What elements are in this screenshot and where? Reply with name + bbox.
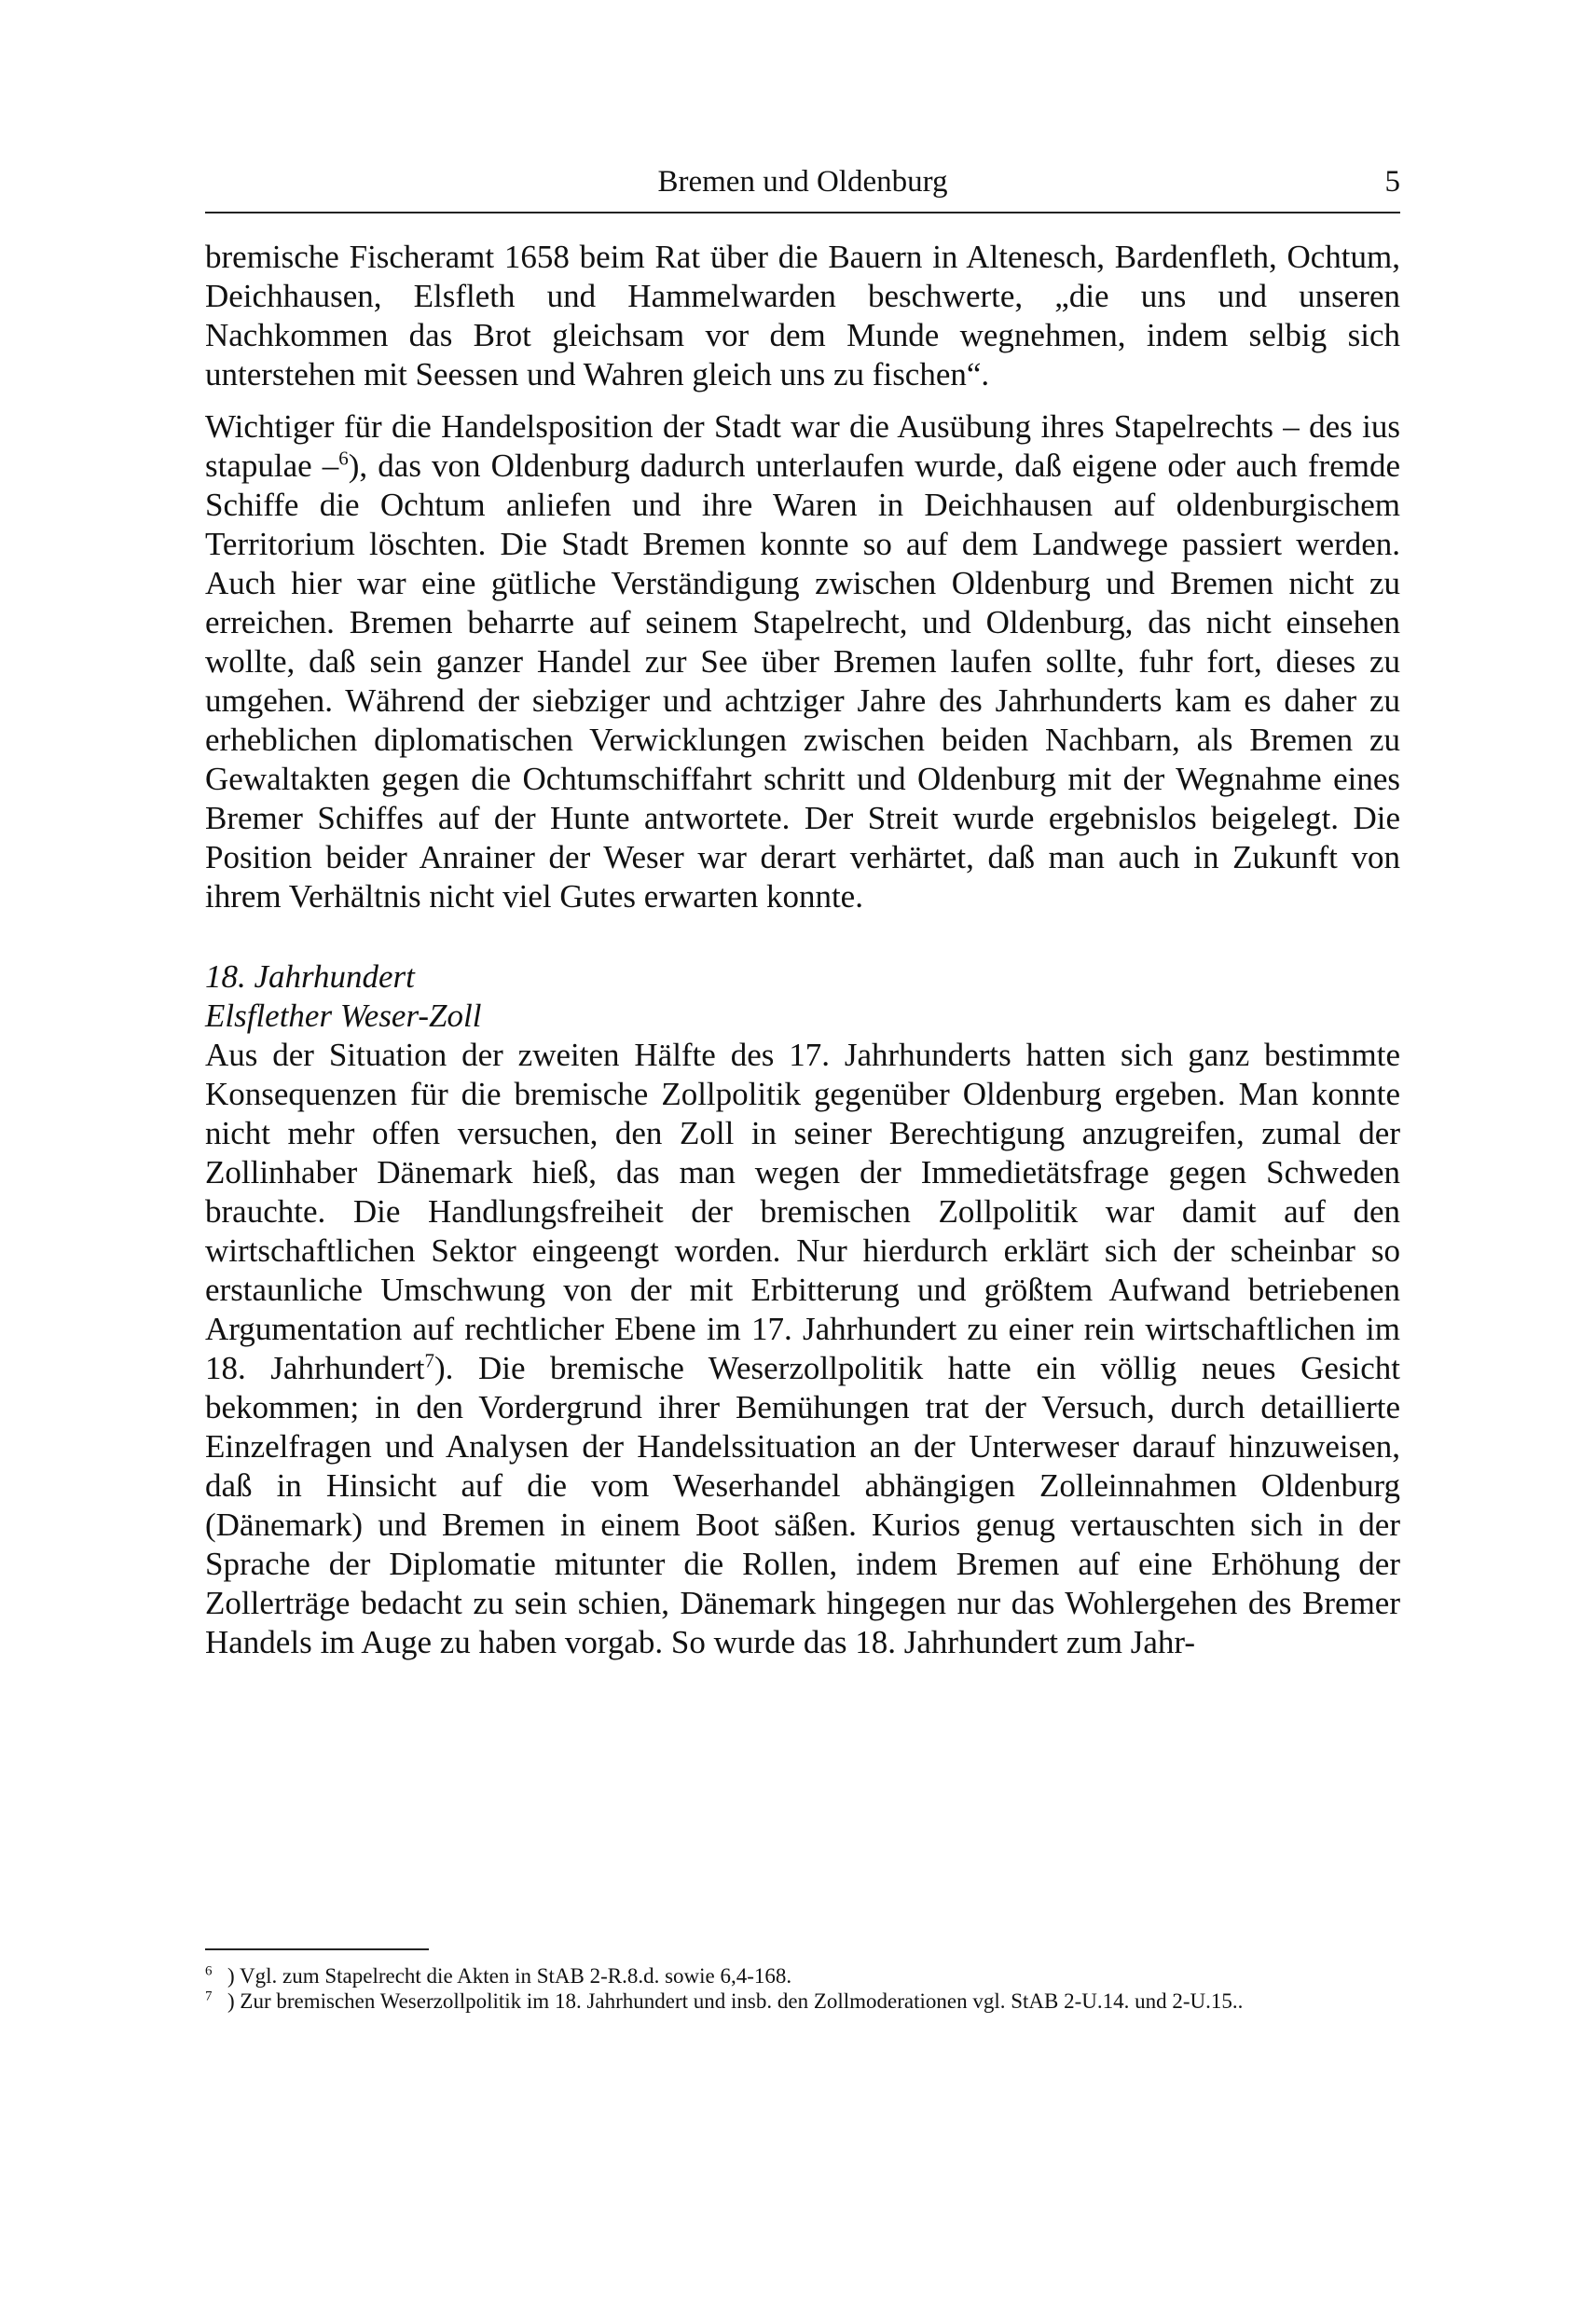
footnote-ref-6: 6 xyxy=(338,447,349,470)
paragraph-2 xyxy=(205,407,1400,916)
paragraph-3-text-b: ). Die bremische Weserzollpolitik hatte ein völlig neues Gesicht bekommen; in den Vordergrund ihrer Bemühungen trat der Versuch, durch detaillierte Einzelfragen und Analysen der Handelssituation an der Unterweser darauf hinzuweisen, daß in Hinsicht auf die vom Weserhandel abhängigen Zolleinnahmen Oldenburg (Dänemark) und Bremen in einem Boot säßen. Kurios genug vertauschten sich in der Sprache der Diplomatie mitunter die Rollen, indem Bremen auf eine Erhöhung der Zollerträge bedacht zu sein schien, Dänemark hingegen nur das Wohlergehen des Bremer Handels im Auge zu haben vorgab. So wurde das 18. Jahrhundert zum Jahr- xyxy=(205,1350,1400,1660)
paragraph-1: bremische Fischeramt 1658 beim Rat über die Bauern in Altenesch, Bardenfleth, Ochtum, Deichhausen, Elsfleth und Hammelwarden beschwerte, „die uns und unseren Nachkommen das Brot gleichsam vor dem Munde wegnehmen, indem selbig sich unterstehen mit Seessen und Wahren gleich uns zu fischen“. xyxy=(205,239,1400,392)
page-number: 5 xyxy=(1384,165,1400,199)
footnote-text: ) Vgl. zum Stapelrecht die Akten in StAB 2-R.8.d. sowie 6,4-168. xyxy=(227,1964,792,1988)
running-header xyxy=(205,163,1400,213)
footnote-text: ) Zur bremischen Weserzollpolitik im 18. Jahrhundert und insb. den Zollmoderationen vgl. StAB 2-U.14. und 2-U.15.. xyxy=(227,1989,1244,2013)
footnote-number: 7 xyxy=(205,1989,213,2004)
paragraph-3 xyxy=(205,1036,1400,1662)
footnote-rule xyxy=(205,1948,429,1950)
footnote-6 xyxy=(205,1963,1400,1989)
paragraph-2-text-a: Wichtiger für die Handelsposition der Stadt war die Ausübung ihres Stapelrechts – des ius stapulae – xyxy=(205,408,1400,484)
running-title: Bremen und Oldenburg xyxy=(657,165,948,199)
section-heading-toll: Elsflether Weser-Zoll xyxy=(205,998,482,1034)
page xyxy=(205,163,1400,1662)
footnote-7 xyxy=(205,1989,1400,2014)
footnote-mark xyxy=(205,1963,227,1989)
paragraph-3-text-a: Aus der Situation der zweiten Hälfte des 17. Jahrhunderts hatten sich ganz bestimmte Konsequenzen für die bremische Zollpolitik gegenüber Oldenburg ergeben. Man konnte nicht mehr offen versuchen, den Zoll in seiner Berechtigung anzugreifen, zumal der Zollinhaber Dänemark hieß, das man wegen der Immedietätsfrage gegen Schweden brauchte. Die Handlungsfreiheit der bremischen Zollpolitik war damit auf den wirtschaftlichen Sektor eingeengt worden. Nur hierdurch erklärt sich der scheinbar so erstaunliche Umschwung von der mit Erbitterung und größtem Aufwand betriebenen Argumentation auf rechtlicher Ebene im 17. Jahrhundert zu einer rein wirtschaftlichen im 18. Jahrhundert xyxy=(205,1037,1400,1386)
section-heading-century: 18. Jahrhundert xyxy=(205,958,415,995)
footnote-ref-7: 7 xyxy=(424,1349,435,1372)
footnote-mark xyxy=(205,1989,227,2014)
footnotes xyxy=(205,1948,1400,2014)
body-text xyxy=(205,238,1400,1662)
footnote-number: 6 xyxy=(205,1963,213,1979)
paragraph-2-text-b: ), das von Oldenburg dadurch unterlaufen wurde, daß eigene oder auch fremde Schiffe die Ochtum anliefen und ihre Waren in Deichhausen auf oldenburgischem Territorium löschten. Die Stadt Bremen konnte so auf dem Landwege passiert werden. Auch hier war eine gütliche Verständigung zwischen Oldenburg und Bremen nicht zu erreichen. Bremen beharrte auf seinem Stapelrecht, und Oldenburg, das nicht einsehen wollte, daß sein ganzer Handel zur See über Bremen laufen sollte, fuhr fort, dieses zu umgehen. Während der siebziger und achtziger Jahre des Jahrhunderts kam es daher zu erheblichen diplomatischen Verwicklungen zwischen beiden Nachbarn, als Bremen zu Gewaltakten gegen die Ochtumschiffahrt schritt und Oldenburg mit der Wegnahme eines Bremer Schiffes auf der Hunte antwortete. Der Streit wurde ergebnislos beigelegt. Die Position beider Anrainer der Weser war derart verhärtet, daß man auch in Zukunft von ihrem Verhältnis nicht viel Gutes erwarten konnte. xyxy=(205,447,1400,915)
